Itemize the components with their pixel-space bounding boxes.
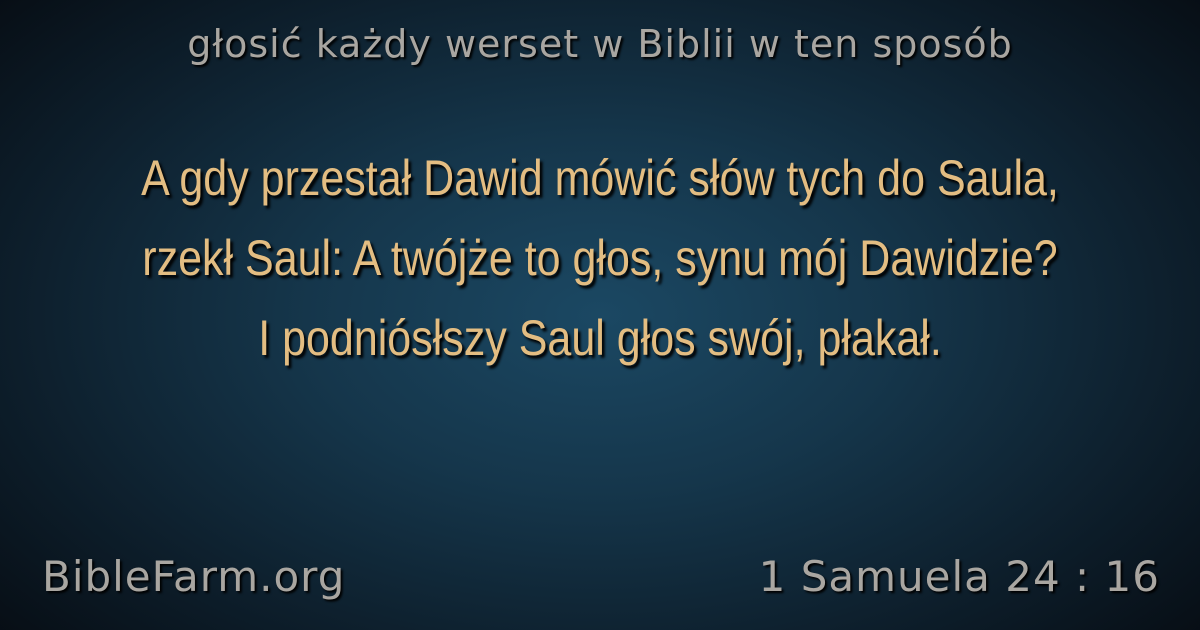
verse-text: A gdy przestał Dawid mówić słów tych do Saula, rzekł Saul: A twójże to głos, synu mój Dawidzie? I podniósłszy Saul głos swój, płakał. — [141, 150, 1059, 366]
verse-reference: 1 Samuela 24 : 16 — [758, 552, 1160, 601]
tagline: głosić każdy werset w Biblii w ten sposób — [187, 22, 1013, 66]
site-name: BibleFarm.org — [42, 552, 346, 601]
